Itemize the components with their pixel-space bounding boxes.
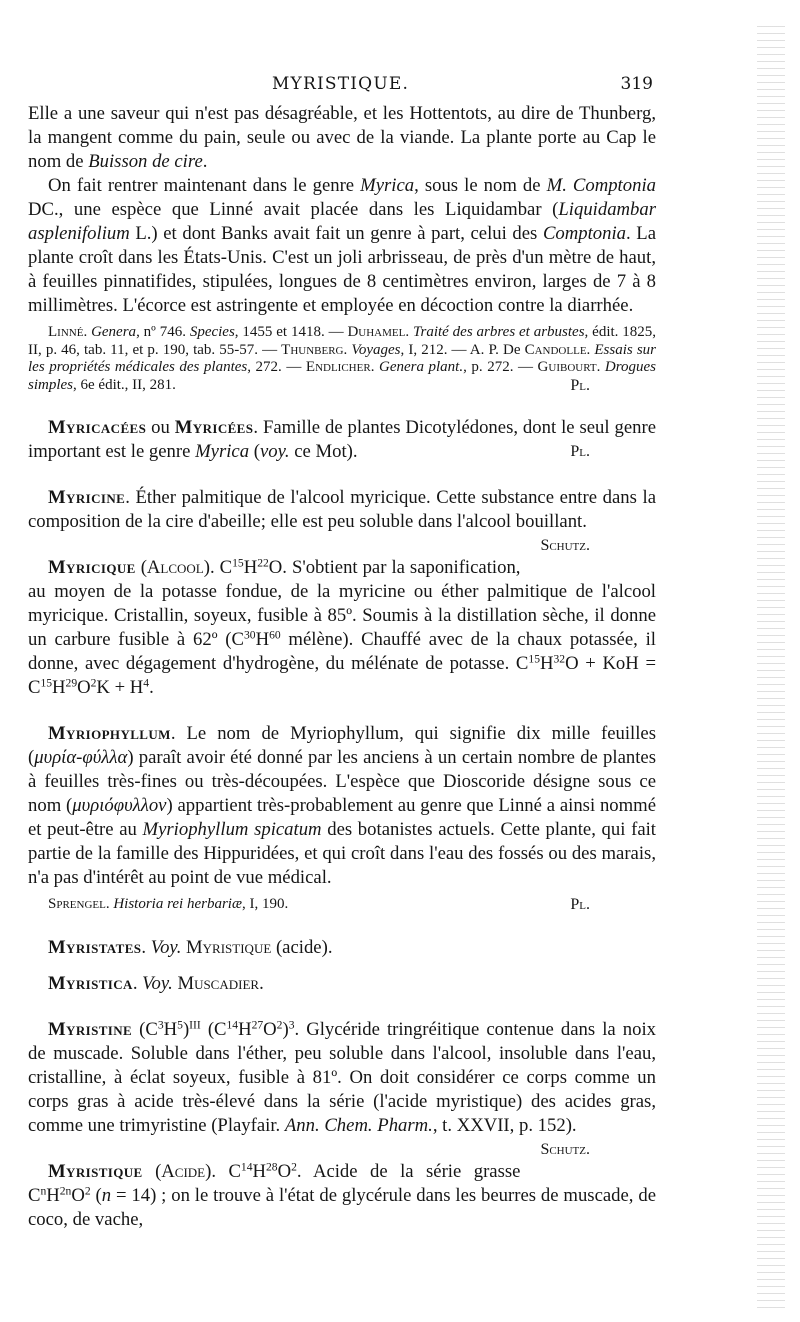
running-title: MYRISTIQUE. (271, 74, 410, 94)
paragraph: Elle a une saveur qui n'est pas désagréable, et les Hottentots, au dire de Thunberg, la mangent comme du pain, seule ou avec de la viande. La plante porte au Cap le nom de Buisson de cire. (28, 103, 656, 172)
page-body (28, 102, 656, 1232)
entry-term: Myristica (48, 972, 133, 994)
dictionary-entry: Myristates. Voy. Myristique (acide). (48, 936, 333, 958)
author-signature: Schutz. (540, 537, 590, 554)
entry-term: Myristine (48, 1018, 133, 1040)
author-signature: Pl. (570, 443, 590, 460)
scan-margin-marks (757, 20, 785, 1310)
entry-term: Myricique (48, 557, 136, 578)
dictionary-entry: Myristica. Voy. Muscadier. (48, 972, 264, 994)
author-signature: Pl. (570, 896, 590, 913)
entry-term: Myristates (48, 936, 142, 958)
entry-term: Myricine (48, 487, 126, 508)
dictionary-entry: Myricique (Alcool). $C^{15}H^{22}O$. S'obtient par la saponification, au moyen de la potasse fondue, de la myricine ou éther palmitique de l'alcool myricique. Cristallin, soyeux, fusible à 85º. Soumis à la distillation sèche, il donne un carbure fusible à 62º ($C^{30}H^{60}$ mélène). Chauffé avec de la chaux potassée, il donne, avec dégagement d'hydrogène, du mélénate de potasse. $C^{15}H^{32}O$ + KoH = $C^{15}H^{29}O^2K + H^4$. (28, 556, 656, 698)
entry-term: Myricées (174, 417, 254, 438)
page-header (28, 74, 653, 100)
dictionary-entry: Myricine. Éther palmitique de l'alcool myricique. Cette substance entre dans la composition de la cire d'abeille; elle est peu soluble dans l'alcool bouillant. Schutz. (28, 486, 656, 534)
dictionary-entry: Myriophyllum. Le nom de Myriophyllum, qui signifie dix mille feuilles (μυρία-φύλλα) paraît avoir été donné par les anciens à un certain nombre de plantes à feuilles très-fines ou très-découpées. L'espèce que Dioscoride désigne sous ce nom (μυριόφυλλον) appartient très-probablement au genre que Linné a ainsi nommé et peut-être au Myriophyllum spicatum des botanistes actuels. Cette plante, qui fait partie de la famille des Hippuridées, et qui croît dans l'eau des fossés ou des marais, n'a pas d'intérêt au point de vue médical. (28, 723, 656, 888)
page-number: 319 (620, 74, 653, 94)
paragraph: On fait rentrer maintenant dans le genre Myrica, sous le nom de M. Comptonia DC., une espèce que Linné avait placée dans les Liquidambar (Liquidambar asplenifolium L.) et dont Banks avait fait un genre à part, celui des Comptonia. La plante croît dans les États-Unis. C'est un joli arbrisseau, de près d'un mètre de haut, à feuilles pinnatifides, stipulées, longues de 8 centimètres environ, larges de 7 à 8 millimètres. L'écorce est astringente et employée en décoction contre la diarrhée. (28, 175, 656, 316)
dictionary-entry: Myricacées ou Myricées. Famille de plantes Dicotylédones, dont le seul genre important est le genre Myrica (voy. ce Mot). Pl. (28, 417, 656, 462)
dictionary-entry: Myristine $(C^3H^5)^{III}$ $(C^{14}H^{27}O^2)^3$. Glycéride tringréitique contenue dans la noix de muscade. Soluble dans l'éther, peu soluble dans l'alcool, insoluble dans l'eau, cristalline, à éclat soyeux, fusible à 81º. On doit considérer ce corps comme un corps gras à acide très-élevé dans la série (l'acide myristique) des acides gras, comme une trimyristine (Playfair. Ann. Chem. Pharm., t. XXVII, p. 152). Schutz. (28, 1018, 656, 1138)
bibliography-reference: Sprengel. Historia rei herbariæ, I, 190. Pl. (48, 896, 590, 913)
author-signature: Schutz. (540, 1140, 590, 1158)
entry-term: Myricacées (48, 417, 147, 438)
bibliography-reference: Linné. Genera, nº 746. Species, 1455 et 1418. — Duhamel. Traité des arbres et arbustes, édit. 1825, II, p. 46, tab. 11, et p. 190, tab. 55-57. — Thunberg. Voyages, I, 212. — A. P. De Candolle. Essais sur les propriétés médicales des plantes, 272. — Endlicher. Genera plant., p. 272. — Guibourt. Drogues simples, 6e édit., II, 281. Pl. (28, 324, 657, 394)
author-signature: Pl. (570, 376, 590, 394)
dictionary-entry: Myristique (Acide). $C^{14}H^{28}O^2$. Acide de la série grasse $C^nH^{2n}O^2$ (n = 14) ; on le trouve à l'état de glycérule dans les beurres de muscade, de coco, de vache, (28, 1160, 656, 1230)
entry-term: Myriophyllum (48, 723, 171, 744)
entry-term: Myristique (48, 1160, 143, 1182)
